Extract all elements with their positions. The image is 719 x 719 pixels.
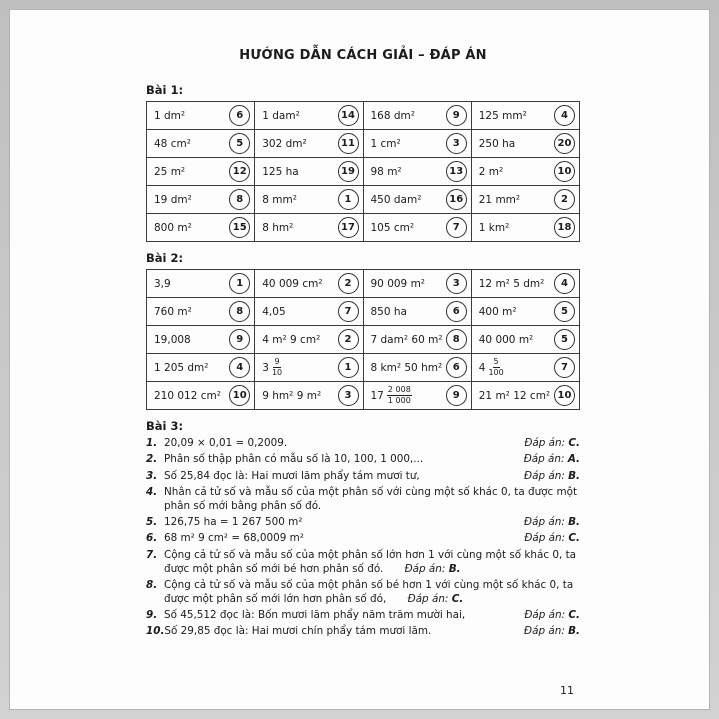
table-row [147, 214, 580, 242]
exercise-item [146, 532, 580, 546]
cell-label: 19,008 [154, 333, 191, 346]
item-text: Số 45,512 đọc là: Bốn mươi lăm phẩy năm trăm mười hai, [164, 609, 466, 622]
item-number: 1. [146, 437, 158, 449]
item-answer [524, 625, 580, 639]
table-row [147, 158, 580, 186]
section-label-bai2: Bài 2: [146, 251, 184, 265]
table-row [147, 270, 580, 298]
cell-content [262, 189, 358, 210]
answer-cell [255, 214, 363, 242]
cell-content [262, 133, 358, 154]
answer-cell [363, 382, 471, 410]
table-row [147, 298, 580, 326]
exercise-item [146, 516, 580, 530]
cell-label: 800 m² [154, 221, 192, 234]
exercise-item [146, 486, 580, 514]
cell-content [479, 133, 575, 154]
answer-circle: 12 [229, 161, 250, 182]
cell-label: 1 dm² [154, 109, 186, 122]
answer-circle: 6 [229, 105, 250, 126]
table-row [147, 354, 580, 382]
exercise-item [146, 579, 580, 607]
answer-cell [471, 382, 579, 410]
cell-content [479, 161, 575, 182]
answer-circle: 2 [554, 189, 575, 210]
answer-cell [147, 354, 255, 382]
cell-label: 4,05 [262, 305, 286, 318]
cell-label: 250 ha [478, 137, 516, 150]
cell-content [262, 105, 358, 126]
answer-circle: 10 [229, 385, 250, 406]
item-answer [524, 470, 580, 484]
answer-cell [255, 158, 363, 186]
fraction-denominator: 100 [488, 368, 504, 377]
answer-circle: 8 [229, 301, 250, 322]
fraction-numerator: 5 [493, 357, 499, 366]
cell-content [154, 385, 250, 406]
exercise-item [146, 453, 580, 467]
cell-content [479, 385, 575, 406]
item-text: Số 25,84 đọc là: Hai mươi lăm phẩy tám mươi tư, [164, 469, 420, 482]
item-number: 3. [146, 469, 158, 482]
cell-content [154, 133, 250, 154]
item-text: Cộng cả tử số và mẫu số của một phân số bé hơn 1 với cùng một số khác 0, ta được một phân số mới lớn hơn phân số đó, Đáp án: C. [164, 578, 574, 605]
table-row [147, 186, 580, 214]
item-text: Cộng cả tử số và mẫu số của một phân số lớn hơn 1 với cùng một số khác 0, ta được một phân số mới bé hơn phân số đó. Đáp án: B. [164, 548, 577, 575]
answer-circle: 20 [554, 133, 575, 154]
answer-letter: B. [568, 516, 580, 529]
cell-content [371, 217, 467, 238]
item-number: 6. [146, 532, 158, 545]
cell-content [371, 273, 467, 294]
cell-content [479, 105, 575, 126]
item-answer [405, 563, 461, 575]
answer-cell [255, 326, 363, 354]
cell-label: 302 dm² [262, 137, 307, 150]
answer-circle: 13 [446, 161, 467, 182]
cell-label: 760 m² [154, 305, 192, 318]
answer-cell [147, 298, 255, 326]
answer-circle: 7 [338, 301, 359, 322]
answer-circle: 11 [338, 133, 359, 154]
answer-circle: 1 [229, 273, 250, 294]
item-answer [408, 593, 464, 605]
item-number: 8. [146, 578, 158, 591]
cell-content [262, 301, 358, 322]
cell-content [154, 329, 250, 350]
page-title: HƯỚNG DẪN CÁCH GIẢI – ĐÁP ÁN [239, 48, 487, 63]
fraction [488, 357, 503, 378]
answer-circle: 8 [446, 329, 467, 350]
answer-circle: 19 [338, 161, 359, 182]
cell-content [479, 189, 575, 210]
answer-label: Đáp án: [524, 516, 569, 529]
answer-label: Đáp án: [523, 453, 568, 466]
cell-content [479, 329, 575, 350]
fraction [387, 385, 412, 406]
answer-cell [471, 130, 579, 158]
answer-circle: 8 [229, 189, 250, 210]
page-content [146, 48, 580, 642]
answer-cell [471, 214, 579, 242]
item-text: Phân số thập phân có mẫu số là 10, 100, 1 000,... [164, 453, 424, 466]
answer-cell [471, 158, 579, 186]
answer-cell [471, 102, 579, 130]
answer-label: Đáp án: [524, 532, 569, 545]
cell-label: 12 m² 5 dm² [478, 277, 545, 290]
answer-circle: 3 [338, 385, 359, 406]
cell-label: 125 mm² [478, 109, 527, 122]
answer-cell [363, 326, 471, 354]
answer-label: Đáp án: [524, 469, 569, 482]
page-number: 11 [560, 684, 574, 697]
cell-label: 8 mm² [262, 193, 297, 206]
cell-label: 25 m² [154, 165, 186, 178]
table-row [147, 326, 580, 354]
answer-cell [363, 214, 471, 242]
fraction-numerator: 2 008 [387, 385, 411, 394]
answer-circle: 7 [446, 217, 467, 238]
answer-label: Đáp án: [524, 437, 569, 449]
cell-label: 21 m² 12 cm² [478, 389, 551, 402]
cell-content [479, 273, 575, 294]
answer-cell [471, 270, 579, 298]
answer-circle: 14 [338, 105, 359, 126]
cell-label: 1 dam² [262, 109, 300, 122]
answer-circle: 4 [554, 105, 575, 126]
answer-cell [471, 186, 579, 214]
item-answer [524, 532, 580, 546]
answers-table-bai2 [146, 269, 580, 410]
answer-cell [363, 102, 471, 130]
cell-label: 8 km² 50 hm² [370, 361, 443, 374]
cell-label: 8 hm² [262, 221, 294, 234]
answer-circle: 18 [554, 217, 575, 238]
table-row [147, 382, 580, 410]
answer-cell [147, 270, 255, 298]
answer-label: Đáp án: [524, 625, 569, 638]
cell-label: 17 $\frac{2 008}{1 000}$ [370, 385, 411, 405]
cell-content [154, 357, 250, 378]
cell-content [262, 357, 358, 378]
cell-label: 1 cm² [370, 137, 401, 150]
answer-circle: 9 [446, 385, 467, 406]
answer-circle: 4 [229, 357, 250, 378]
item-answer [524, 516, 580, 530]
fraction-denominator: 10 [271, 368, 283, 377]
item-text: 20,09 × 0,01 = 0,2009. [164, 437, 288, 449]
table-row [147, 130, 580, 158]
item-text: 126,75 ha = 1 267 500 m² [164, 516, 303, 529]
cell-content [262, 385, 358, 406]
answer-cell [147, 326, 255, 354]
answer-cell [363, 270, 471, 298]
answer-circle: 7 [554, 357, 575, 378]
cell-content [371, 329, 467, 350]
answer-letter: C. [568, 437, 580, 449]
answer-cell [255, 298, 363, 326]
cell-label: 850 ha [370, 305, 407, 318]
answer-circle: 16 [446, 189, 467, 210]
item-number: 4. [146, 485, 158, 498]
cell-content [154, 161, 250, 182]
answers-table-bai1 [146, 101, 580, 242]
answer-circle: 15 [229, 217, 250, 238]
cell-content [371, 161, 467, 182]
answer-cell [363, 158, 471, 186]
answer-cell [147, 130, 255, 158]
exercise-item [146, 609, 580, 623]
answer-cell [147, 102, 255, 130]
answer-circle: 3 [446, 273, 467, 294]
cell-content [479, 301, 575, 322]
answer-circle: 9 [229, 329, 250, 350]
cell-content [262, 161, 358, 182]
answer-circle: 4 [554, 273, 575, 294]
answer-letter: B. [568, 469, 580, 482]
fraction-numerator: 9 [274, 357, 280, 366]
cell-label: 21 mm² [478, 193, 521, 206]
cell-content [154, 189, 250, 210]
answer-circle: 5 [554, 329, 575, 350]
answer-cell [471, 298, 579, 326]
cell-label: 210 012 cm² [154, 389, 221, 402]
section-label-bai3: Bài 3: [146, 419, 184, 433]
cell-label: 168 dm² [370, 109, 415, 122]
fraction-denominator: 1 000 [387, 396, 411, 405]
cell-content [371, 357, 467, 378]
cell-label: 1 km² [478, 221, 510, 234]
answer-cell [363, 354, 471, 382]
answer-circle: 2 [338, 273, 359, 294]
cell-label: 105 cm² [370, 221, 415, 234]
answer-letter: B. [568, 625, 580, 638]
answer-label: Đáp án: [404, 562, 449, 575]
cell-label: 3 $\frac{9}{10}$ [262, 357, 283, 377]
answer-cell [255, 102, 363, 130]
answer-cell [255, 270, 363, 298]
cell-content [479, 217, 575, 238]
answer-cell [471, 354, 579, 382]
answer-cell [147, 214, 255, 242]
cell-content [262, 273, 358, 294]
cell-label: 450 dam² [370, 193, 422, 206]
cell-label: 3,9 [154, 277, 171, 290]
answer-circle: 5 [554, 301, 575, 322]
answer-letter: B. [448, 562, 461, 575]
item-number: 10. [146, 625, 165, 638]
cell-label: 7 dam² 60 m² [370, 333, 443, 346]
answer-cell [255, 186, 363, 214]
answer-circle: 5 [229, 133, 250, 154]
exercise-item [146, 437, 580, 451]
cell-label: 4 $\frac{5}{100}$ [478, 357, 504, 377]
answer-label: Đáp án: [407, 592, 452, 605]
cell-label: 98 m² [370, 165, 402, 178]
answer-circle: 10 [554, 385, 575, 406]
item-text: Số 29,85 đọc là: Hai mươi chín phẩy tám mươi lăm. [164, 625, 432, 638]
cell-label: 40 009 cm² [262, 277, 323, 290]
cell-label: 19 dm² [154, 193, 192, 206]
cell-label: 125 ha [262, 165, 299, 178]
cell-label: 9 hm² 9 m² [262, 389, 322, 402]
cell-content [371, 189, 467, 210]
answer-label: Đáp án: [524, 609, 569, 622]
item-number: 5. [146, 516, 158, 529]
answer-cell [471, 326, 579, 354]
answer-letter: A. [567, 453, 580, 466]
answer-cell [363, 298, 471, 326]
answer-circle: 1 [338, 189, 359, 210]
answer-letter: C. [451, 592, 464, 605]
exercise-item [146, 549, 580, 577]
cell-content [262, 217, 358, 238]
item-answer [524, 609, 580, 623]
answer-circle: 17 [338, 217, 359, 238]
cell-content [262, 329, 358, 350]
cell-label: 2 m² [478, 165, 504, 178]
cell-content [371, 105, 467, 126]
cell-content [154, 273, 250, 294]
cell-content [371, 385, 467, 406]
answer-cell [255, 382, 363, 410]
cell-content [154, 217, 250, 238]
answer-circle: 2 [338, 329, 359, 350]
item-text: 68 m² 9 cm² = 68,0009 m² [164, 532, 304, 545]
cell-content [479, 357, 575, 378]
cell-content [371, 301, 467, 322]
cell-label: 4 m² 9 cm² [262, 333, 321, 346]
answer-cell [363, 186, 471, 214]
answer-circle: 6 [446, 357, 467, 378]
answer-cell [147, 382, 255, 410]
cell-content [154, 301, 250, 322]
fraction [272, 357, 282, 378]
answer-circle: 10 [554, 161, 575, 182]
exercise-answers-list [146, 437, 580, 639]
answer-cell [363, 130, 471, 158]
cell-label: 40 000 m² [478, 333, 534, 346]
cell-label: 90 009 m² [370, 277, 426, 290]
answer-circle: 9 [446, 105, 467, 126]
cell-label: 48 cm² [154, 137, 191, 150]
cell-content [371, 133, 467, 154]
item-answer [524, 453, 580, 467]
exercise-item [146, 470, 580, 484]
item-number: 9. [146, 609, 158, 622]
book-page [9, 9, 710, 710]
section-label-bai1: Bài 1: [146, 83, 184, 97]
answer-cell [255, 130, 363, 158]
answer-letter: C. [568, 532, 580, 545]
table-row [147, 102, 580, 130]
answer-cell [147, 158, 255, 186]
answer-cell [255, 354, 363, 382]
answer-letter: C. [568, 609, 580, 622]
exercise-item [146, 625, 580, 639]
item-number: 2. [146, 453, 158, 466]
cell-label: 400 m² [478, 305, 517, 318]
cell-content [154, 105, 250, 126]
item-text: Nhân cả tử số và mẫu số của một phân số với cùng một số khác 0, ta được một phân số mới bằng phân số đó. [164, 485, 578, 512]
answer-circle: 3 [446, 133, 467, 154]
answer-cell [147, 186, 255, 214]
item-answer [524, 437, 580, 451]
item-number: 7. [146, 548, 158, 561]
answer-circle: 1 [338, 357, 359, 378]
cell-label: 1 205 dm² [154, 361, 209, 374]
answer-circle: 6 [446, 301, 467, 322]
